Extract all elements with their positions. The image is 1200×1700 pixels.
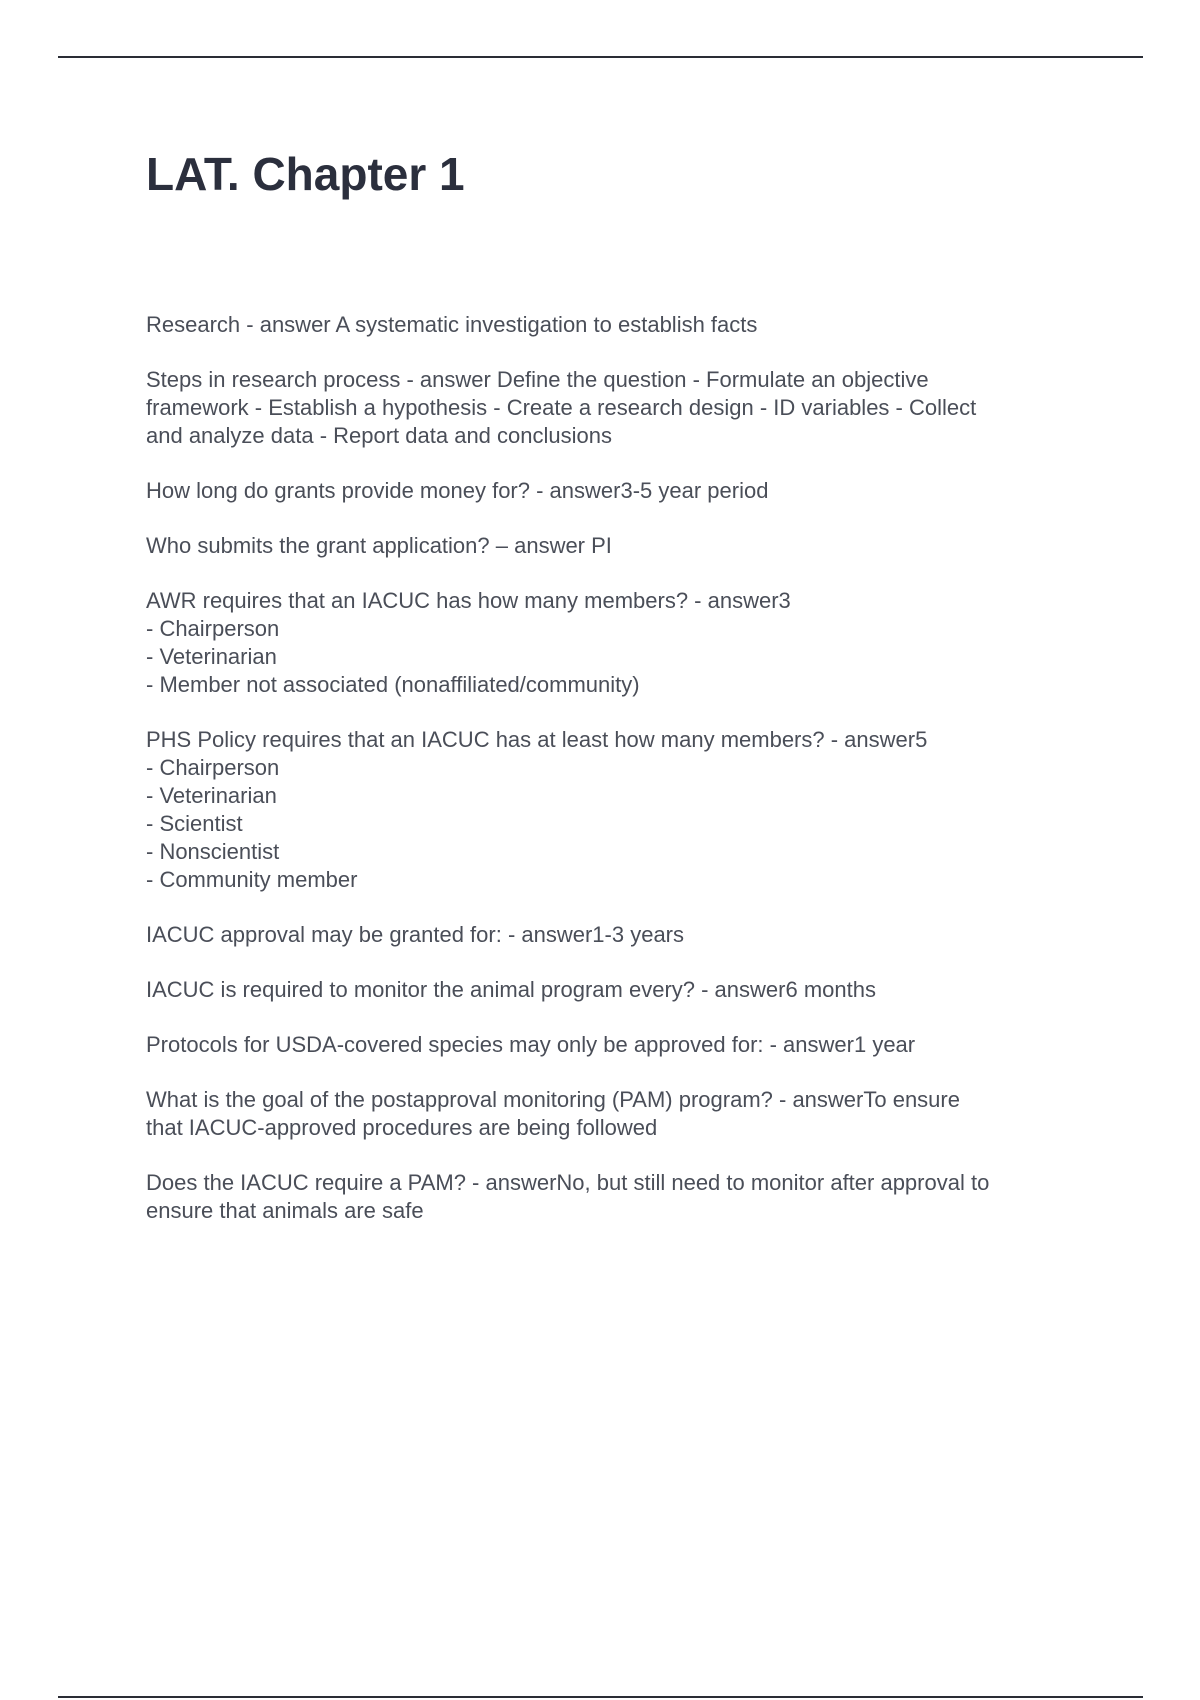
qa-line: IACUC approval may be granted for: - answer1-3 years	[146, 922, 685, 947]
qa-line: Does the IACUC require a PAM? - answerNo, but still need to monitor after approval to	[146, 1170, 990, 1195]
qa-line: IACUC is required to monitor the animal program every? - answer6 months	[146, 977, 876, 1002]
qa-line: What is the goal of the postapproval monitoring (PAM) program? - answerTo ensure	[146, 1087, 960, 1112]
qa-line: - Member not associated (nonaffiliated/community)	[146, 672, 640, 697]
qa-research	[146, 311, 1086, 339]
qa-line: framework - Establish a hypothesis - Create a research design - ID variables - Collect	[146, 395, 977, 420]
qa-line: that IACUC-approved procedures are being followed	[146, 1115, 658, 1140]
qa-line: Steps in research process - answer Define the question - Formulate an objective	[146, 367, 929, 392]
qa-research-steps	[146, 366, 1086, 450]
bottom-rule	[58, 1696, 1143, 1698]
qa-line: Research - answer A systematic investigation to establish facts	[146, 312, 758, 337]
qa-line: AWR requires that an IACUC has how many members? - answer3	[146, 588, 791, 613]
qa-line: How long do grants provide money for? - answer3-5 year period	[146, 478, 769, 503]
qa-monitor-frequency	[146, 976, 1086, 1004]
qa-line: - Chairperson	[146, 755, 280, 780]
qa-pam-goal	[146, 1086, 1086, 1142]
qa-line: - Chairperson	[146, 616, 280, 641]
qa-list	[146, 311, 1086, 1225]
top-rule	[58, 56, 1143, 58]
qa-line: Protocols for USDA-covered species may only be approved for: - answer1 year	[146, 1032, 916, 1057]
qa-grant-submitter	[146, 532, 1086, 560]
document-body	[146, 140, 1086, 1252]
qa-awr-members	[146, 587, 1086, 699]
qa-pam-required	[146, 1169, 1086, 1225]
qa-phs-members	[146, 726, 1086, 894]
qa-line: - Community member	[146, 867, 358, 892]
qa-line: - Veterinarian	[146, 783, 277, 808]
qa-usda-protocols	[146, 1031, 1086, 1059]
page-title: LAT. Chapter 1	[146, 148, 465, 200]
qa-line: - Scientist	[146, 811, 243, 836]
qa-line: ensure that animals are safe	[146, 1198, 424, 1223]
qa-line: - Nonscientist	[146, 839, 280, 864]
qa-grant-duration	[146, 477, 1086, 505]
qa-line: and analyze data - Report data and conclusions	[146, 423, 612, 448]
qa-line: - Veterinarian	[146, 644, 277, 669]
qa-line: PHS Policy requires that an IACUC has at least how many members? - answer5	[146, 727, 928, 752]
qa-approval-duration	[146, 921, 1086, 949]
qa-line: Who submits the grant application? – answer PI	[146, 533, 612, 558]
